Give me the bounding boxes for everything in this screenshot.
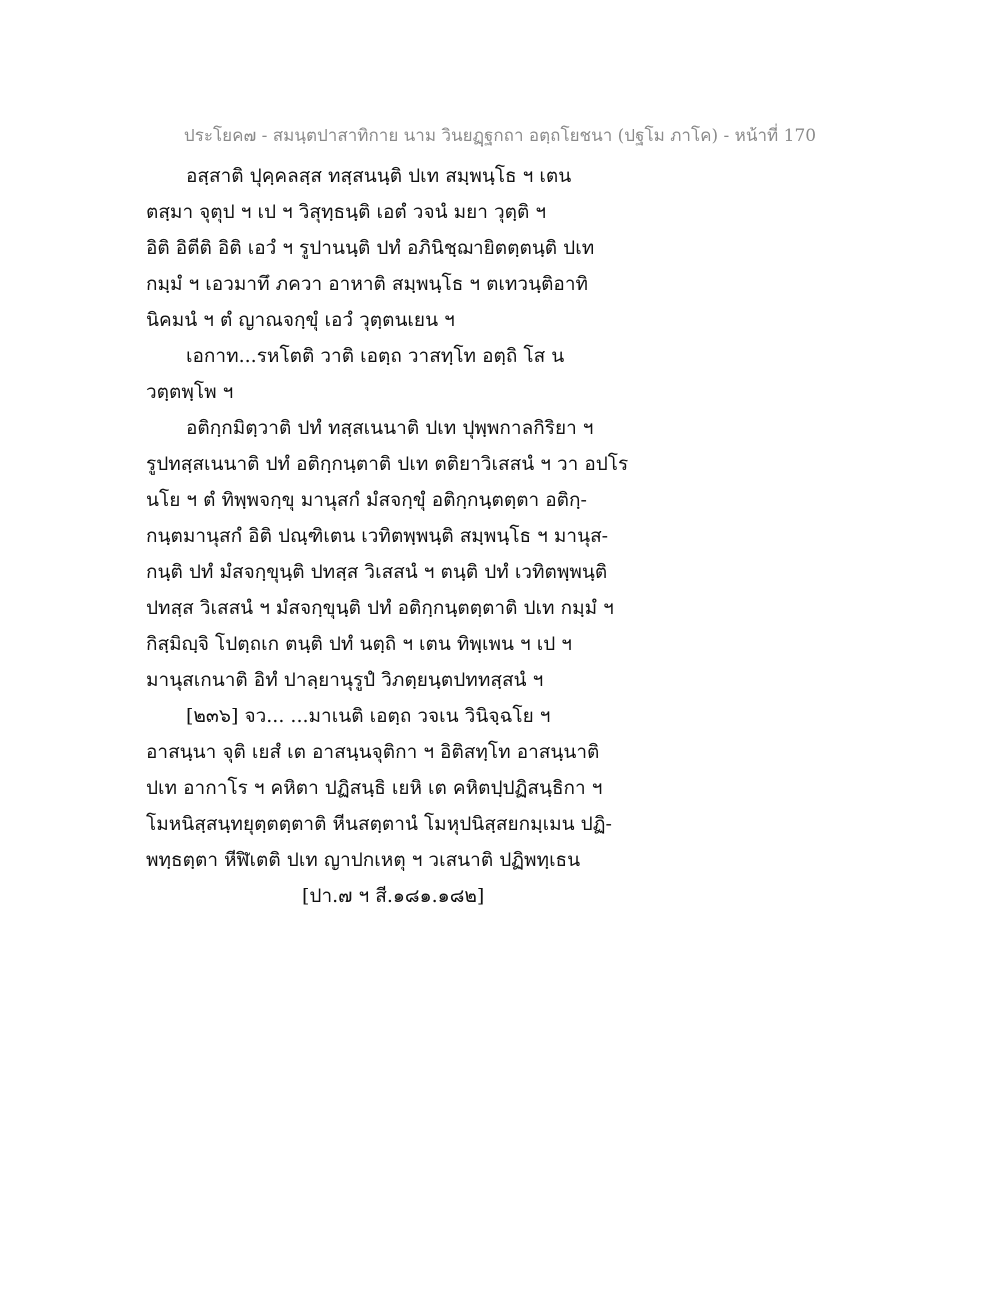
- text-line: กิสฺมิญฺจิ โปตฺถเก ตนฺติ ปทํ นตฺถิ ฯ เตน ทิพฺเพน ฯ เป ฯ: [146, 633, 572, 655]
- text-line: อสฺสาติ ปุคฺคลสฺส ทสฺสนนฺติ ปเท สมฺพนฺโธ ฯ เตน: [186, 165, 572, 187]
- source-reference: [ปา.๗ ฯ สี.๑๘๑.๑๘๒]: [302, 885, 485, 907]
- text-line: นโย ฯ ตํ ทิพฺพจกฺขุ มานุสกํ มํสจกฺขุํ อติกฺกนฺตตฺตา อติกฺ-: [146, 489, 587, 511]
- running-header: ประโยค๗ - สมนฺตปาสาทิกาย นาม วินยฏฺฐกถา อตฺถโยชนา (ปฐโม ภาโค) - หน้าที่ 170: [183, 126, 817, 146]
- text-line: โมหนิสฺสนฺทยุตฺตตฺตาติ หีนสตฺตานํ โมหุปนิสฺสยกมฺเมน ปฏิ-: [146, 813, 612, 835]
- text-line: ปทสฺส วิเสสนํ ฯ มํสจกฺขุนฺติ ปทํ อติกฺกนฺตตฺตาติ ปเท กมฺมํ ฯ: [146, 597, 614, 619]
- text-line: [๒๓๖] จว... ...มาเนติ เอตฺถ วจเน วินิจฺฉโย ฯ: [186, 705, 551, 727]
- text-line: รูปทสฺสเนนาติ ปทํ อติกฺกนฺตาติ ปเท ตติยาวิเสสนํ ฯ วา อปโร: [146, 453, 629, 475]
- text-line: กนฺตมานุสกํ อิติ ปณฺฑิเตน เวทิตพฺพนฺติ สมฺพนฺโธ ฯ มานุส-: [146, 525, 609, 547]
- text-line: นิคมนํ ฯ ตํ ญาณจกฺขุํ เอวํ วุตฺตนเยน ฯ: [146, 309, 455, 331]
- text-line: ตสฺมา จุตุป ฯ เป ฯ วิสุทฺธนฺติ เอตํ วจนํ มยา วุตฺติ ฯ: [146, 201, 547, 223]
- text-line: เอกาท...รหโตติ วาติ เอตฺถ วาสทฺโท อตฺถิ โส น: [186, 345, 565, 367]
- text-line: อติกฺกมิตฺวาติ ปทํ ทสฺสเนนาติ ปเท ปุพฺพกาลกิริยา ฯ: [186, 417, 594, 439]
- text-line: วตฺตพฺโพ ฯ: [146, 381, 234, 403]
- text-line: กมฺมํ ฯ เอวมาทึ ภควา อาหาติ สมฺพนฺโธ ฯ ตเทวนฺติอาทิ: [146, 273, 589, 295]
- text-line: มานุสเกนาติ อิทํ ปาลฺยานุรูปํ วิภตฺยนฺตปททสฺสนํ ฯ: [146, 669, 544, 691]
- text-line: อิติ อิตีติ อิติ เอวํ ฯ รูปานนฺติ ปทํ อภินิชฺฌายิตตฺตนฺติ ปเท: [146, 237, 595, 259]
- text-line: อาสนฺนา จุติ เยสํ เต อาสนฺนจุติกา ฯ อิติสทฺโท อาสนฺนาติ: [146, 741, 600, 763]
- text-line: พทฺธตฺตา หีฬิเตติ ปเท ญาปกเหตุ ฯ วเสนาติ ปฏิพทฺเธน: [146, 849, 581, 871]
- text-line: กนฺติ ปทํ มํสจกฺขุนฺติ ปทสฺส วิเสสนํ ฯ ตนฺติ ปทํ เวทิตพฺพนฺติ: [146, 561, 608, 583]
- text-line: ปเท อากาโร ฯ คหิตา ปฏิสนฺธิ เยหิ เต คหิตปฺปฏิสนฺธิกา ฯ: [146, 777, 603, 799]
- body-text: [146, 158, 646, 914]
